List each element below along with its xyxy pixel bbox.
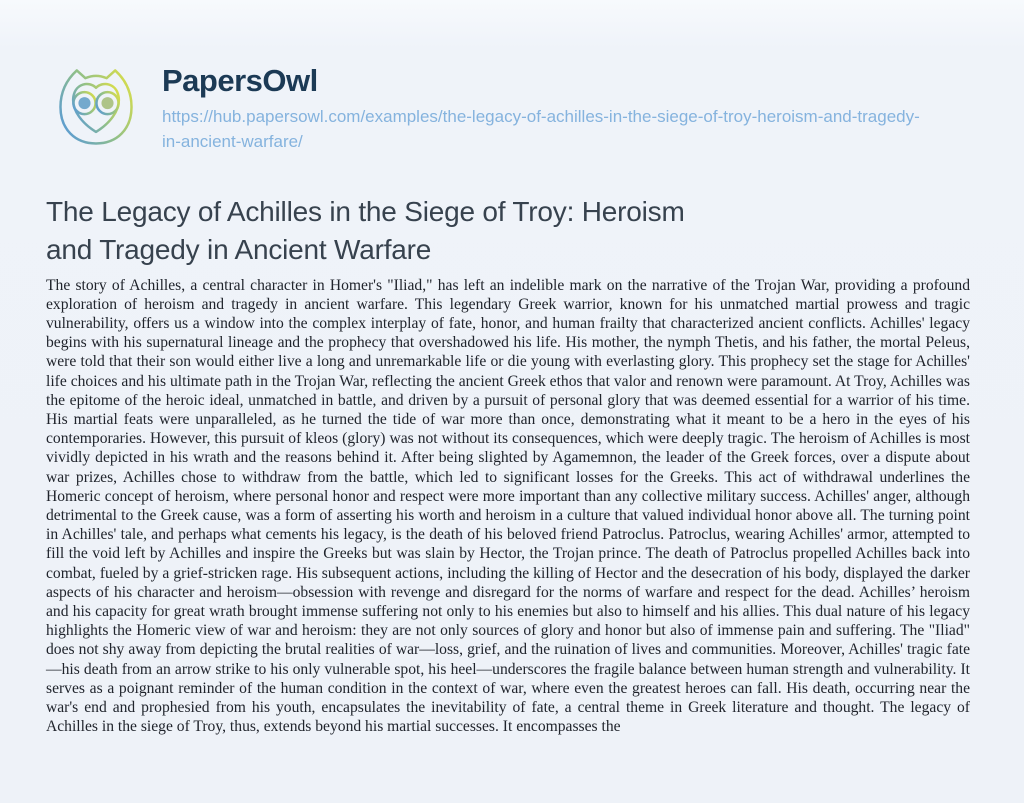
source-url-link[interactable]: https://hub.papersowl.com/examples/the-legacy-of-achilles-in-the-siege-of-troy-heroism-and-tragedy-in-ancient-warfare/: [162, 107, 920, 151]
page-title-line-2: and Tragedy in Ancient Warfare: [46, 233, 432, 265]
brand-block: [162, 56, 934, 154]
brand-name: PapersOwl: [162, 63, 318, 98]
article-body: The story of Achilles, a central character in Homer's "Iliad," has left an indelible mark on the narrative of the Trojan War, providing a profound exploration of heroism and tragedy in ancient warfare. This legendary Greek warrior, known for his unmatched martial prowess and tragic vulnerability, offers us a window into the complex interplay of fate, honor, and human frailty that characterized ancient conflicts. Achilles' legacy begins with his supernatural lineage and the prophecy that overshadowed his life. His mother, the nymph Thetis, and his father, the mortal Peleus, were told that their son would either live a long and unremarkable life or die young with everlasting glory. This prophecy set the stage for Achilles' life choices and his ultimate path in the Trojan War, reflecting the ancient Greek ethos that valor and renown were paramount. At Troy, Achilles was the epitome of the heroic ideal, unmatched in battle, and driven by a pursuit of personal glory that was deemed essential for a warrior of his time. His martial feats were unparalleled, as he turned the tide of war more than once, demonstrating what it meant to be a hero in the eyes of his contemporaries. However, this pursuit of kleos (glory) was not without its consequences, which were deeply tragic. The heroism of Achilles is most vividly depicted in his wrath and the reasons behind it. After being slighted by Agamemnon, the leader of the Greek forces, over a dispute about war prizes, Achilles chose to withdraw from the battle, which led to significant losses for the Greeks. This act of withdrawal underlines the Homeric concept of heroism, where personal honor and respect were more important than any collective military success. Achilles' anger, although detrimental to the Greek cause, was a form of asserting his worth and heroism in a culture that valued individual honor above all. The turning point in Achilles' tale, and perhaps what cements his legacy, is the death of his beloved friend Patroclus. Patroclus, wearing Achilles' armor, attempted to fill the void left by Achilles and inspire the Greeks but was slain by Hector, the Trojan prince. The death of Patroclus propelled Achilles back into combat, fueled by a grief-stricken rage. His subsequent actions, including the killing of Hector and the desecration of his body, displayed the darker aspects of his character and heroism—obsession with revenge and disregard for the norms of warfare and respect for the dead. Achilles’ heroism and his capacity for great wrath brought immense suffering not only to his enemies but also to himself and his allies. This dual nature of his legacy highlights the Homeric view of war and heroism: they are not only sources of glory and honor but also of immense pain and suffering. The "Iliad" does not shy away from depicting the brutal realities of war—loss, grief, and the ruination of lives and communities. Moreover, Achilles' tragic fate—his death from an arrow strike to his only vulnerable spot, his heel—underscores the fragile balance between human strength and vulnerability. It serves as a poignant reminder of the human condition in the context of war, where even the greatest heroes can fall. His death, occurring near the war's end and prophesied from his youth, encapsulates the inevitability of fate, a central theme in Greek literature and thought. The legacy of Achilles in the siege of Troy, thus, extends beyond his martial successes. It encompasses the: [46, 276, 970, 736]
papersowl-owl-logo-icon: [48, 56, 144, 156]
site-header: [48, 56, 934, 156]
page-title-line-1: The Legacy of Achilles in the Siege of Troy: Heroism: [46, 195, 685, 227]
page-title: [46, 193, 685, 269]
